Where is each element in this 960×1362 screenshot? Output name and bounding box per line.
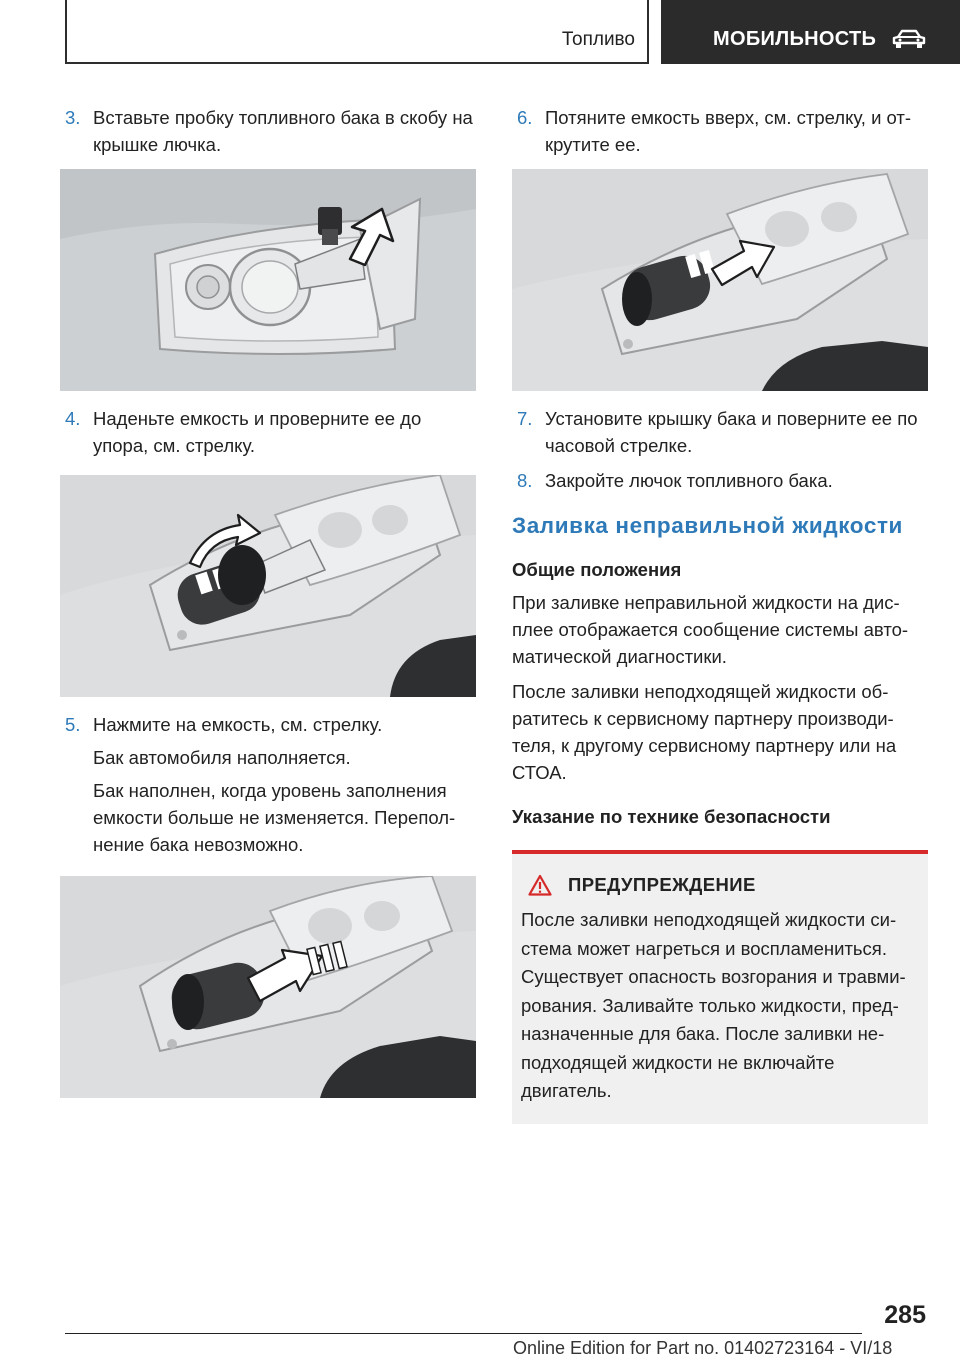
- right-column: [512, 104, 928, 1124]
- warning-triangle-icon: [528, 874, 552, 896]
- warning-title: ПРЕДУПРЕЖДЕНИЕ: [568, 874, 756, 895]
- footer-divider: [65, 1333, 862, 1334]
- header-topic: Топливо: [561, 29, 635, 50]
- header-topic-box: [65, 0, 649, 64]
- step-number: 8.: [517, 470, 533, 491]
- step-number: 6.: [517, 107, 533, 128]
- warning-title-row: [521, 874, 918, 896]
- general-heading: Общие положения: [512, 559, 682, 580]
- step-5: [60, 711, 476, 738]
- illustration-press-container: [60, 876, 476, 1098]
- left-column: [60, 104, 476, 1098]
- illustration-insert-cap: [60, 169, 476, 391]
- illustration-fit-container: [60, 475, 476, 697]
- step-number: 7.: [517, 408, 533, 429]
- car-icon: [891, 26, 927, 50]
- warning-text: После заливки неподходящей жидкости система может нагреться и воспламениться. Существует опасность возгорания и травмирования. Заливайте только жидкости, предназначенные для бака. После заливки неподходящей жидкости не включайте двигатель.: [521, 909, 906, 1101]
- step-5-note-2: Бак наполнен, когда уровень заполнения емкости больше не изменяется. Переполнение бака невозможно.: [93, 780, 456, 855]
- warning-box: [512, 850, 928, 1124]
- header-section: МОБИЛЬНОСТЬ: [713, 28, 877, 50]
- step-text: Нажмите на емкость, см. стрелку.: [93, 714, 383, 735]
- page-number: 285: [884, 1301, 926, 1329]
- step-text: Установите крышку бака и поверните ее по часовой стрелке.: [545, 408, 918, 456]
- section-title: Заливка неправильной жидкости: [512, 513, 903, 538]
- header-section-box: [661, 0, 960, 64]
- general-paragraph-1: При заливке неправильной жидкости на дисплее отображается сообщение системы автоматической диагностики.: [512, 592, 909, 667]
- step-text: Потяните емкость вверх, см. стрелку, и открутите ее.: [545, 107, 912, 155]
- step-6: [512, 104, 928, 158]
- illustration-pull-container: [512, 169, 928, 391]
- step-8: [512, 467, 928, 494]
- step-number: 5.: [65, 714, 81, 735]
- step-4: [60, 405, 476, 459]
- step-7: [512, 405, 928, 459]
- step-number: 4.: [65, 408, 81, 429]
- general-paragraph-2: После заливки неподходящей жидкости обратитесь к сервисному партнеру производителя, к другому сервисному партнеру или на СТОА.: [512, 681, 897, 783]
- step-3: [60, 104, 476, 158]
- step-text: Наденьте емкость и проверните ее до упора, см. стрелку.: [93, 408, 422, 456]
- step-5-note-1: Бак автомобиля наполняется.: [93, 747, 351, 768]
- step-text: Закройте лючок топливного бака.: [545, 470, 833, 491]
- step-number: 3.: [65, 107, 81, 128]
- footer-edition: Online Edition for Part no. 01402723164 - VI/18: [513, 1338, 893, 1358]
- safety-heading: Указание по технике безопасности: [512, 806, 831, 827]
- step-text: Вставьте пробку топливного бака в скобу на крышке лючка.: [93, 107, 473, 155]
